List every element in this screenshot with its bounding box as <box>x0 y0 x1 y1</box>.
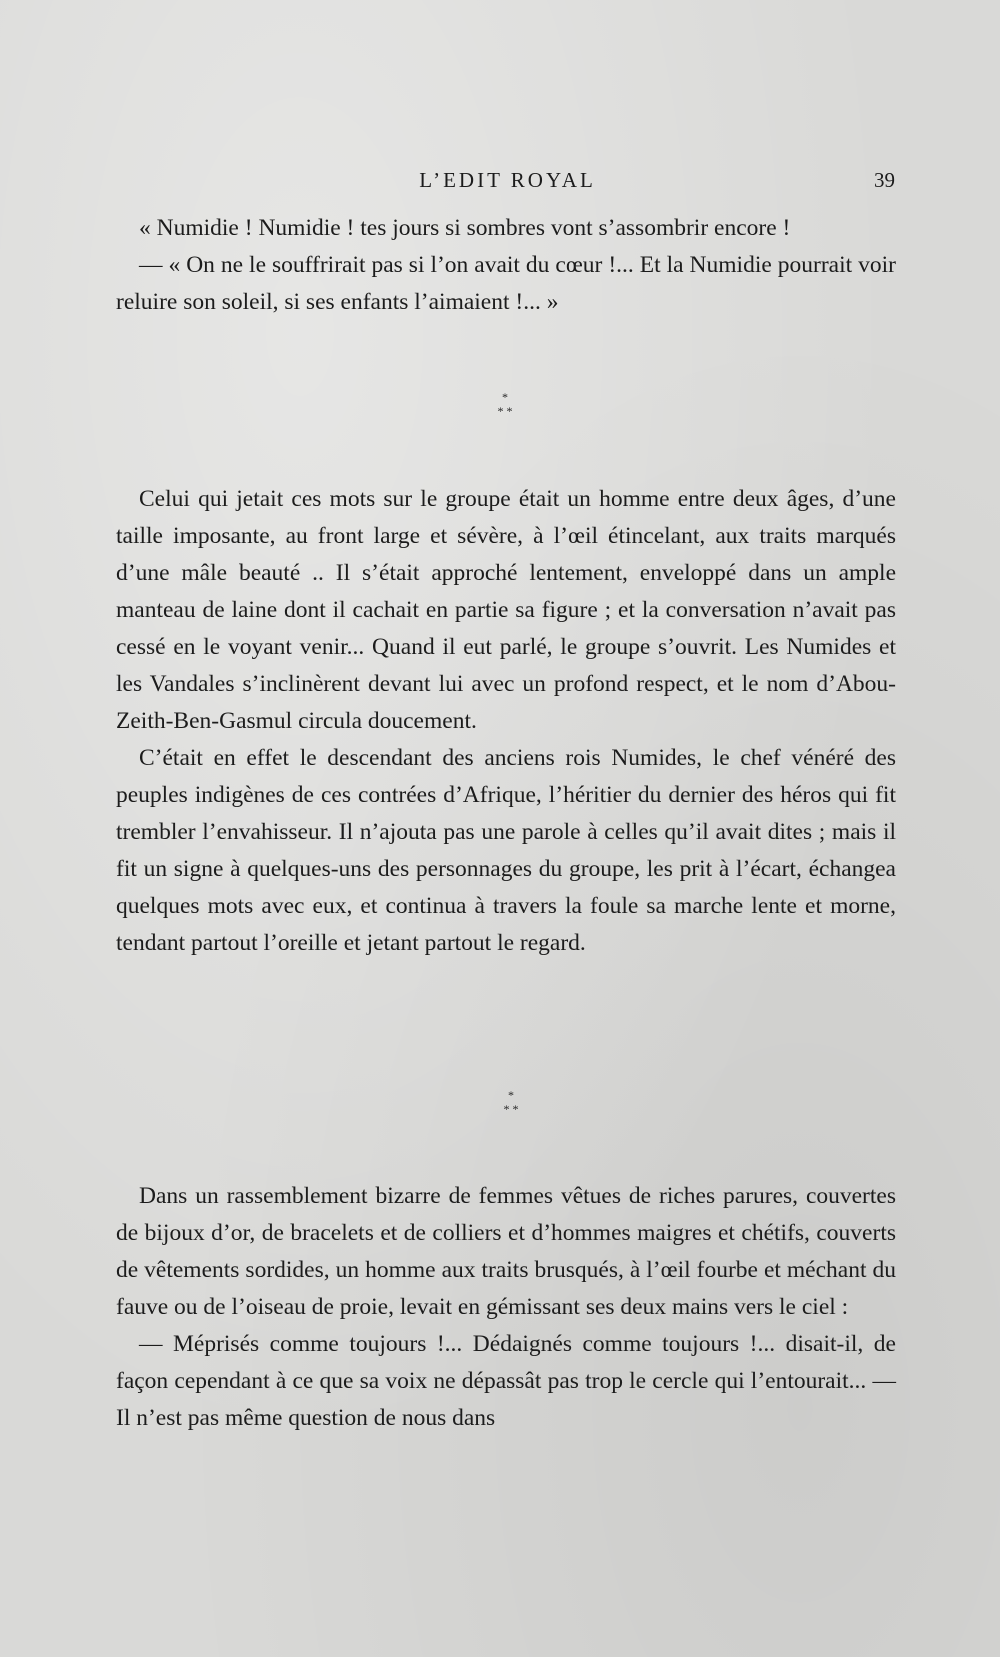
paragraph: — Méprisés comme toujours !... Dédaignés comme toujours !... disait-il, de façon cependant à ce que sa voix ne dépassât pas trop le cercle qui l’entourait... — Il n’est pas même question de nous dans <box>116 1331 896 1431</box>
asterism-top: * <box>502 390 508 404</box>
text-block-closing <box>116 1178 896 1437</box>
paragraph: « Numidie ! Numidie ! tes jours si sombres vont s’assombrir encore ! <box>139 215 791 241</box>
text-block-middle <box>116 481 896 962</box>
running-head <box>120 168 895 198</box>
asterism-divider <box>471 1088 551 1128</box>
text-block-opening <box>116 210 896 321</box>
asterism-bottom: * * <box>497 404 513 418</box>
paragraph: Dans un rassemblement bizarre de femmes vêtues de riches parures, couvertes de bijoux d’or, de bracelets et de colliers et d’hommes maigres et chétifs, couverts de vêtements sordides, un homme aux traits brusqués, à l’œil fourbe et méchant du fauve ou de l’oiseau de proie, levait en gémissant ses deux mains vers le ciel : <box>116 1183 896 1320</box>
paragraph: — « On ne le souffrirait pas si l’on avait du cœur !... Et la Numidie pourrait voir reluire son soleil, si ses enfants l’aimaient !... » <box>116 252 896 315</box>
paragraph: C’était en effet le descendant des anciens rois Numides, le chef vénéré des peuples indigènes de ces contrées d’Afrique, l’héritier du dernier des héros qui fit trembler l’envahisseur. Il n’ajouta pas une parole à celles qu’il avait dites ; mais il fit un signe à quelques-uns des personnages du groupe, les prit à l’écart, échangea quelques mots avec eux, et continua à travers la foule sa marche lente et morne, tendant partout l’oreille et jetant partout le regard. <box>116 745 896 956</box>
paragraph: Celui qui jetait ces mots sur le groupe était un homme entre deux âges, d’une taille imposante, au front large et sévère, à l’œil étincelant, aux traits marqués d’une mâle beauté .. Il s’était approché lentement, enveloppé dans un ample manteau de laine dont il cachait en partie sa figure ; et la conversation n’avait pas cessé en le voyant venir... Quand il eut parlé, le groupe s’ouvrit. Les Numides et les Vandales s’inclinèrent devant lui avec un profond respect, et le nom d’Abou-Zeith-Ben-Gasmul circula doucement. <box>116 486 896 734</box>
asterism-bottom: * * <box>503 1102 519 1116</box>
page-number: 39 <box>874 168 895 192</box>
asterism-top: * <box>508 1088 514 1102</box>
asterism-divider <box>465 390 545 430</box>
running-title: L’EDIT ROYAL <box>419 168 596 192</box>
